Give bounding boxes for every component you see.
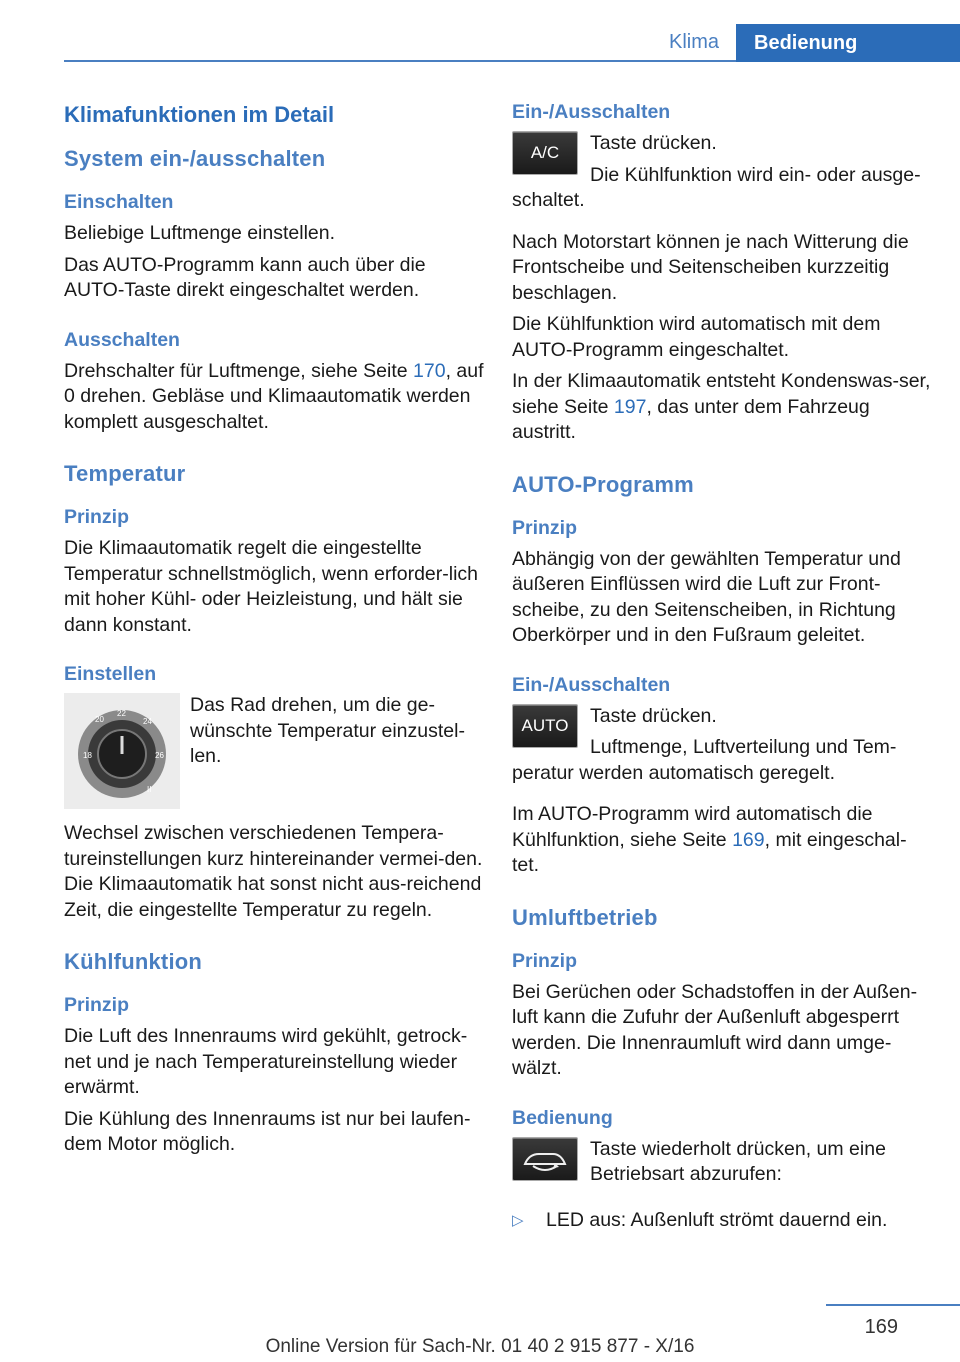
para-ac-1: Taste drücken. [590,132,717,154]
para-ausschalten: Drehschalter für Luftmenge, siehe Seite 170, auf 0 drehen. Gebläse und Klimaautomatik werden komplett ausgeschaltet. [64,359,484,433]
knob-label-20: 20 [95,715,104,724]
para-bedienung: Taste wiederholt drücken, um eine Betriebsart abzurufen: [590,1137,886,1185]
page-link-170[interactable]: 170 [413,359,446,382]
bullet-triangle-icon: ▷ [512,1211,524,1229]
para-auto-1: Taste drücken. [590,704,717,727]
section-kuehlfunktion: Kühlfunktion [64,949,203,974]
heading-prinzip-auto: Prinzip [512,516,578,539]
para-einschalten-2: Das AUTO-Programm kann auch über die AUTO-Taste direkt eingeschaltet werden. [64,253,426,301]
heading-einstellen: Einstellen [64,663,157,685]
section-temperatur: Temperatur [64,461,186,486]
heading-prinzip-kuehl: Prinzip [64,994,130,1016]
list-item [512,1208,932,1234]
footer-rule [826,1304,960,1306]
left-column [64,100,484,1164]
para-einschalten-1: Beliebige Luftmenge einstellen. [64,222,336,244]
para-umluft: Bei Gerüchen oder Schadstoffen in der Außen-luft kann die Zufuhr der Außenluft abgesperrt werden. Die Innenraumluft wird dann umge-wälzt. [512,980,918,1079]
knob-label-24: 24 [143,717,152,726]
para-wechsel: Wechsel zwischen verschiedenen Tempera-tureinstellungen kurz hintereinander vermei-den. Die Klimaautomatik hat sonst nicht aus-reichend Zeit, die eingestellte Temperatur zu regeln. [64,822,483,921]
knob-label-26: 26 [155,751,164,760]
knob-label-ii: II [147,785,152,794]
heading-ac-ein-aus: Ein-/Ausschalten [512,101,671,123]
para-kuehl-auto: Die Kühlfunktion wird automatisch mit dem AUTO-Programm eingeschaltet. [512,313,881,361]
para-ac-2: Die Kühlfunktion wird ein- oder ausge-schaltet. [512,163,921,211]
para-motorstart: Nach Motorstart können je nach Witterung die Frontscheibe und Seitenscheiben kurzzeitig beschlagen. [512,230,909,304]
para-auto-kuehl: Im AUTO-Programm wird automatisch die Kühlfunktion, siehe Seite 169, mit eingeschal-tet. [512,803,907,876]
section-system: System ein-/ausschalten [64,146,326,171]
right-column [512,100,932,1233]
auto-button-image: AUTO [512,704,578,748]
heading-prinzip-umluft: Prinzip [512,949,578,972]
page-title: Klimafunktionen im Detail [64,102,335,127]
heading-ausschalten: Ausschalten [64,328,180,351]
footer-text: Online Version für Sach-Nr. 01 40 2 915 877 - X/16 [265,1336,695,1357]
heading-prinzip-temp: Prinzip [64,506,130,528]
header-tab-bedienung: Bedienung [736,24,960,62]
para-kuehl-2: Die Kühlung des Innenraums ist nur bei laufen-dem Motor möglich. [64,1107,471,1155]
para-kuehl-1: Die Luft des Innenraums wird gekühlt, getrock-net und je nach Temperatureinstellung wieder erwärmt. [64,1025,468,1098]
heading-bedienung: Bedienung [512,1106,613,1129]
page-link-197[interactable]: 197 [613,395,647,418]
temperature-knob-image [64,693,180,809]
heading-einschalten: Einschalten [64,191,174,213]
page-number: 169 [864,1316,898,1338]
knob-label-18: 18 [83,751,92,760]
ac-button-image: A/C [512,131,578,175]
page-link-169[interactable]: 169 [732,828,765,851]
bullet-text: LED aus: Außenluft strömt dauernd ein. [546,1208,888,1231]
section-auto-programm: AUTO-Programm [512,471,694,497]
header-section-label: Klima [668,30,719,53]
heading-auto-ein-aus: Ein-/Ausschalten [512,673,671,696]
para-auto-prinzip: Abhängig von der gewählten Temperatur und äußeren Einflüssen wird die Luft zur Front-scheibe, zu den Seitenscheiben, in Richtung Oberkörper und in den Fußraum geleitet. [512,547,901,646]
para-kondenswasser: In der Klimaautomatik entsteht Kondenswas-ser, siehe Seite 197, das unter dem Fahrzeug austritt. [512,370,931,443]
para-einstellen: Das Rad drehen, um die ge-wünschte Temperatur einzustel-len. [190,694,465,767]
knob-label-22: 22 [117,709,126,718]
recirculation-button-image [512,1137,578,1181]
para-temp-prinzip: Die Klimaautomatik regelt die eingestellte Temperatur schnellstmöglich, wenn erforder-lich mit hoher Kühl- oder Heizleistung, und hält sie dann konstant. [64,537,479,636]
section-umluftbetrieb: Umluftbetrieb [512,904,658,930]
para-auto-2: Luftmenge, Luftverteilung und Tem-peratur werden automatisch geregelt. [512,736,897,784]
